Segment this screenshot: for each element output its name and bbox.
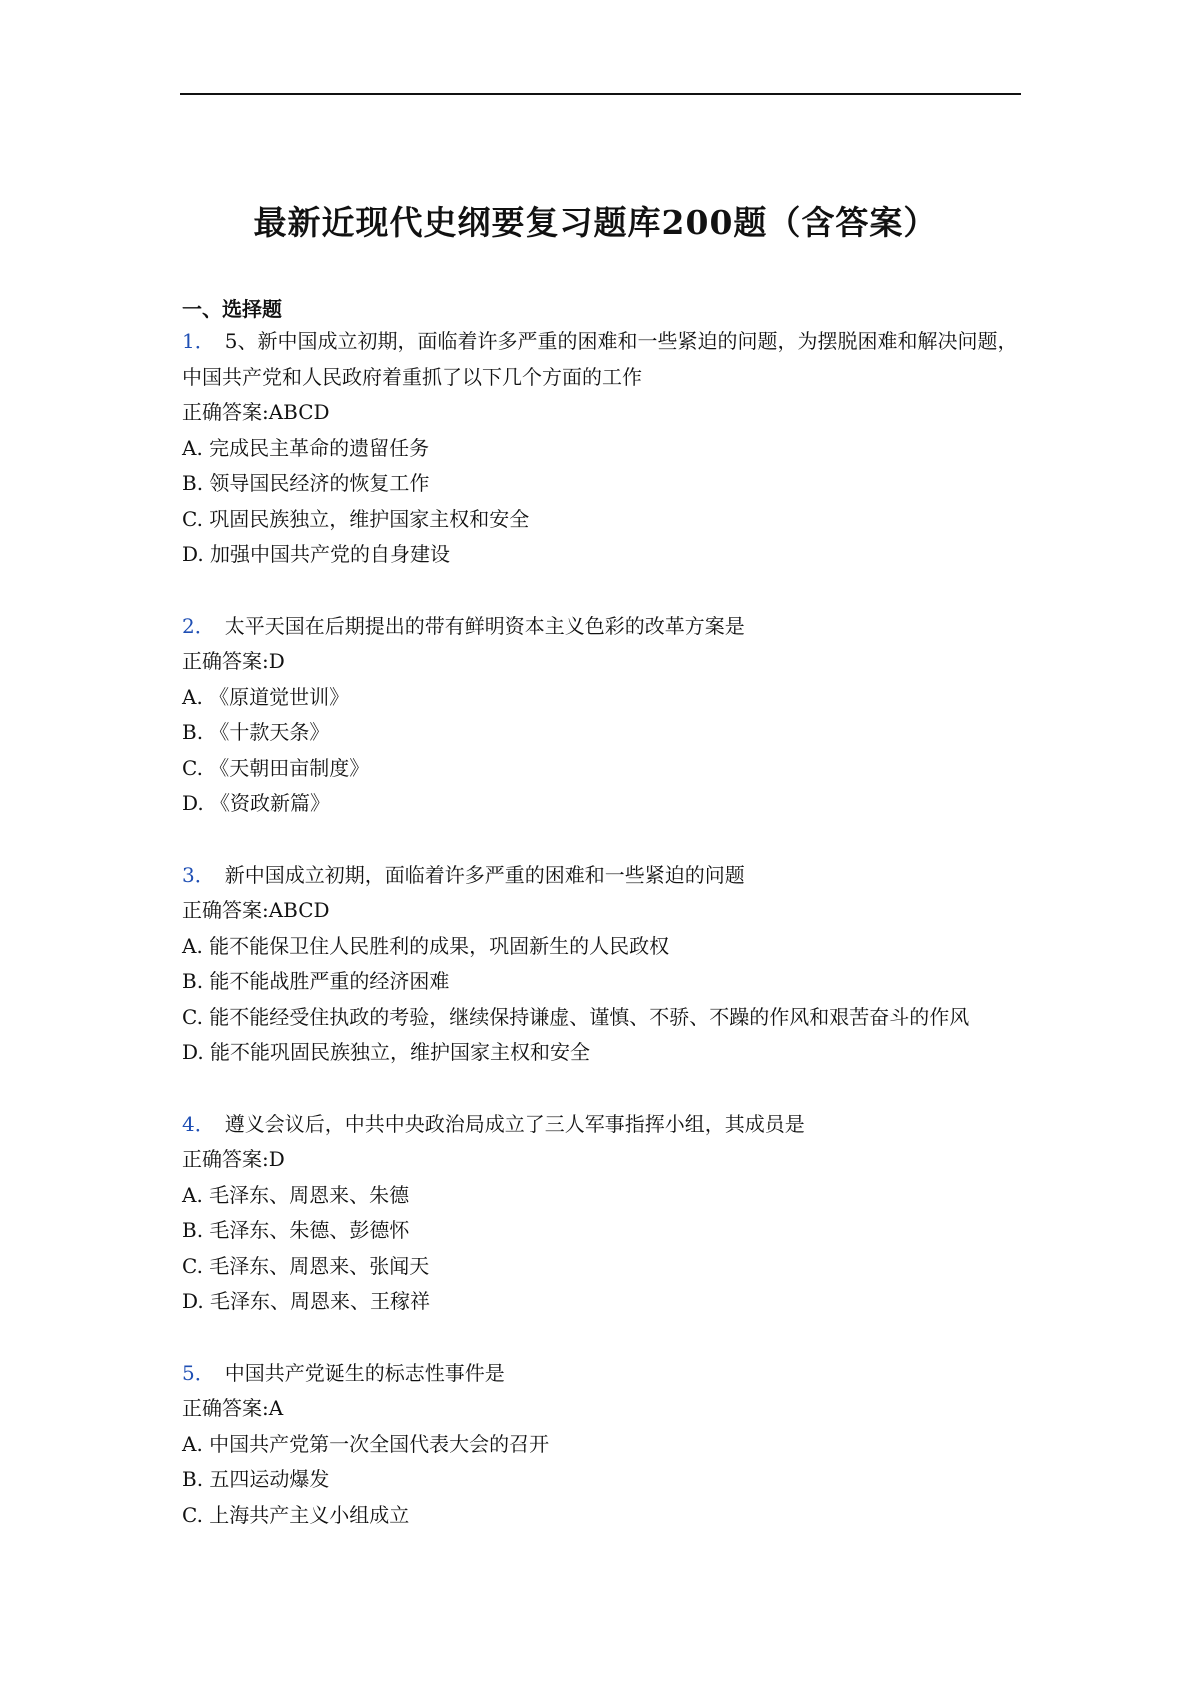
answer-option: C. 巩固民族独立，维护国家主权和安全 [182, 506, 530, 531]
correct-answer: 正确答案:D [182, 1147, 285, 1171]
answer-option: B. 《十款天条》 [182, 720, 330, 744]
question-list [182, 324, 1022, 1533]
question-stem: 5、新中国成立初期，面临着许多严重的困难和一些紧迫的问题，为摆脱困难和解决问题，中国共产党和人民政府着重抓了以下几个方面的工作 [182, 329, 1018, 389]
question-text [182, 324, 1022, 395]
answer-option: B. 领导国民经济的恢复工作 [182, 471, 430, 495]
question-stem: 中国共产党诞生的标志性事件是 [224, 1360, 505, 1385]
answer-option: A. 能不能保卫住人民胜利的成果，巩固新生的人民政权 [182, 933, 670, 958]
document-title: 最新近现代史纲要复习题库200题（含答案） [253, 203, 938, 242]
question-text [182, 858, 1022, 894]
answer-option: D. 毛泽东、周恩来、王稼祥 [182, 1289, 431, 1313]
correct-answer: 正确答案:ABCD [182, 898, 330, 922]
question-stem: 遵义会议后，中共中央政治局成立了三人军事指挥小组，其成员是 [224, 1111, 805, 1136]
correct-answer: 正确答案:A [182, 1396, 284, 1420]
question-text [182, 1107, 1022, 1143]
answer-option: B. 五四运动爆发 [182, 1467, 330, 1491]
question-number: 5． [182, 1360, 215, 1385]
correct-answer: 正确答案:ABCD [182, 400, 330, 424]
question-block [182, 1107, 1022, 1320]
question-block [182, 858, 1022, 1071]
answer-option: D. 能不能巩固民族独立，维护国家主权和安全 [182, 1040, 591, 1064]
question-block [182, 324, 1022, 573]
header-rule [180, 93, 1021, 95]
question-number: 3． [182, 862, 215, 887]
section-heading: 一、选择题 [182, 297, 282, 321]
answer-option: B. 毛泽东、朱德、彭德怀 [182, 1218, 410, 1242]
answer-option: D. 加强中国共产党的自身建设 [182, 542, 451, 566]
answer-option: C. 能不能经受住执政的考验，继续保持谦虚、谨慎、不骄、不躁的作风和艰苦奋斗的作风 [182, 1004, 970, 1029]
question-number: 1． [182, 329, 215, 353]
answer-option: A. 中国共产党第一次全国代表大会的召开 [182, 1431, 550, 1456]
question-number: 4． [182, 1111, 215, 1136]
question-stem: 太平天国在后期提出的带有鲜明资本主义色彩的改革方案是 [224, 613, 745, 638]
question-block [182, 1356, 1022, 1534]
correct-answer: 正确答案:D [182, 649, 285, 673]
answer-option: D. 《资政新篇》 [182, 791, 331, 815]
question-stem: 新中国成立初期，面临着许多严重的困难和一些紧迫的问题 [224, 862, 745, 887]
document-content [182, 294, 1022, 1569]
answer-option: A. 毛泽东、周恩来、朱德 [182, 1182, 410, 1207]
answer-option: A. 《原道觉世训》 [182, 684, 350, 709]
answer-option: B. 能不能战胜严重的经济困难 [182, 969, 450, 993]
answer-option: A. 完成民主革命的遗留任务 [182, 435, 430, 460]
question-text [182, 1356, 1022, 1392]
answer-option: C. 毛泽东、周恩来、张闻天 [182, 1253, 430, 1278]
question-text [182, 609, 1022, 645]
answer-option: C. 上海共产主义小组成立 [182, 1502, 410, 1527]
question-block [182, 609, 1022, 822]
question-number: 2． [182, 613, 215, 638]
answer-option: C. 《天朝田亩制度》 [182, 755, 370, 780]
